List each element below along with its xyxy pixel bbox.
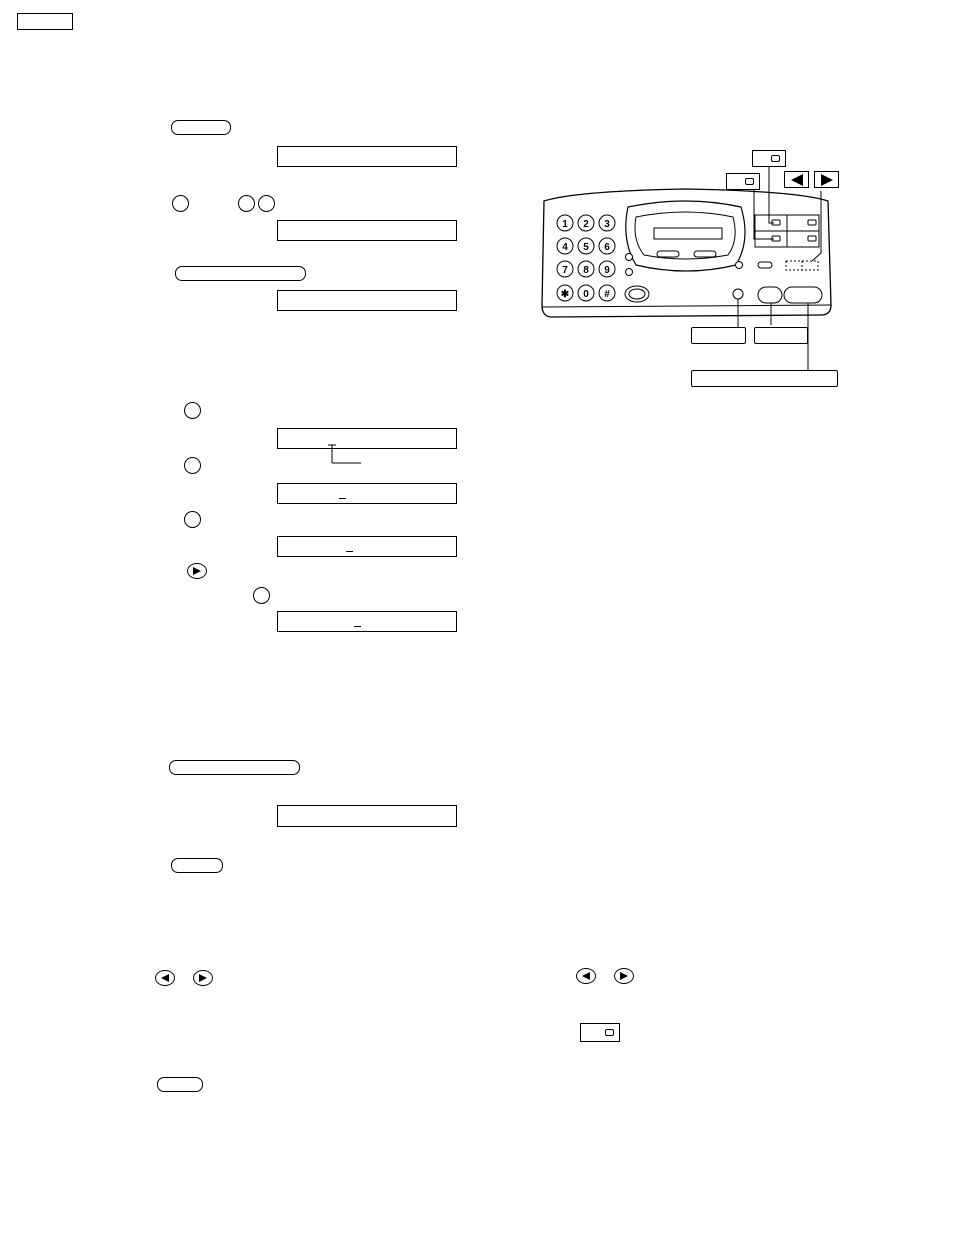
svg-text:9: 9 [604, 265, 610, 276]
device-label-long [691, 370, 838, 387]
step4d-display [277, 611, 457, 632]
device-left-arrow-key-icon [784, 171, 809, 188]
step3-button-icon [175, 266, 306, 281]
svg-text:5: 5 [583, 242, 589, 253]
right-arrow-key-icon-note [193, 970, 213, 986]
svg-text:8: 8 [583, 265, 589, 276]
svg-text:3: 3 [604, 219, 610, 230]
page-header-tag [17, 13, 73, 30]
step2-digit-key-icon [172, 195, 189, 212]
device-right-arrow-key-icon [814, 171, 839, 188]
step4c-display [277, 536, 457, 557]
step1-button-icon [171, 120, 231, 135]
note-button-icon [157, 1077, 203, 1092]
step1-display [277, 146, 457, 167]
display-cursor [346, 551, 353, 552]
svg-text:0: 0 [583, 289, 589, 300]
svg-text:1: 1 [562, 219, 568, 230]
step3-display [277, 290, 457, 311]
device-label-left [691, 327, 746, 344]
svg-text:#: # [604, 289, 610, 300]
display-cursor [354, 626, 361, 627]
svg-text:4: 4 [562, 242, 568, 253]
step6-button-icon [171, 858, 223, 873]
step5-display [277, 805, 457, 827]
right-arrow-key-icon [187, 563, 207, 579]
right-note-left-arrow-key-icon [576, 968, 596, 984]
right-note-right-arrow-key-icon [614, 968, 634, 984]
step2-display [277, 220, 457, 241]
svg-text:✱: ✱ [560, 289, 570, 300]
step4b-key-icon [184, 457, 201, 474]
step4-display [277, 428, 457, 449]
step4d-key-icon [253, 587, 270, 604]
step4c-key-icon [184, 511, 201, 528]
display-cursor [339, 498, 346, 499]
right-note-station-key-icon [580, 1023, 620, 1042]
svg-text:7: 7 [562, 265, 568, 276]
device-label-middle [754, 327, 808, 344]
step2-digit-key-icon-b [258, 195, 275, 212]
step5-button-icon [169, 760, 300, 775]
station-key-icon-top [752, 150, 786, 167]
svg-text:2: 2 [583, 219, 589, 230]
svg-text:6: 6 [604, 242, 610, 253]
cursor-callout-line [325, 443, 365, 468]
step2-digit-key-icon-a [238, 195, 255, 212]
station-key-icon-second [726, 173, 760, 190]
left-arrow-key-icon [155, 970, 175, 986]
step4-key-icon [184, 402, 201, 419]
step4b-display [277, 483, 457, 504]
